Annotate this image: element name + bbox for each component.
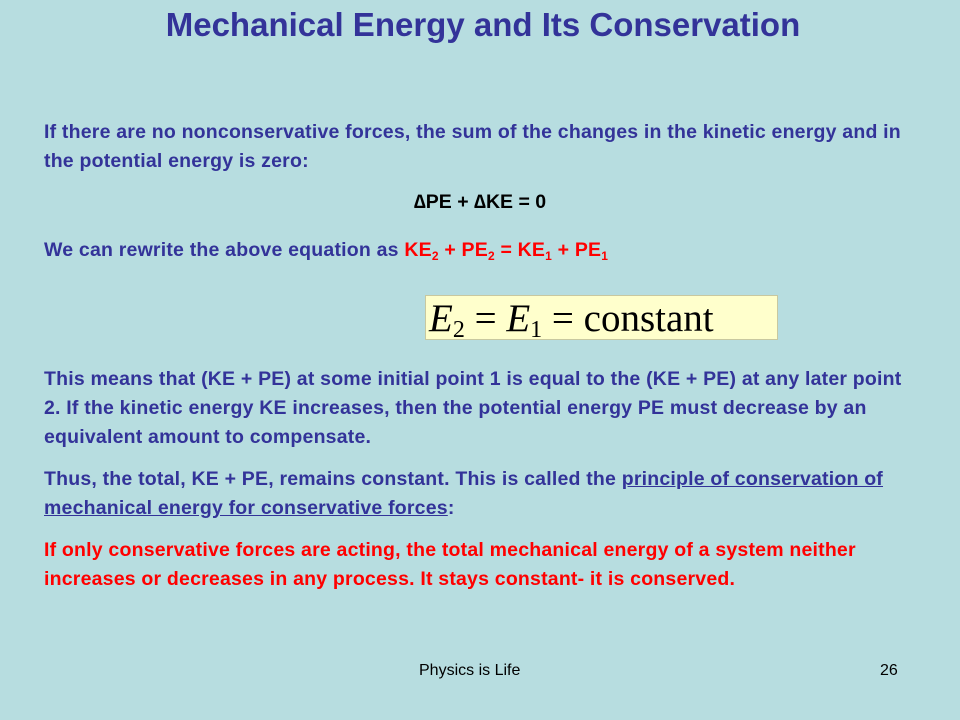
- energy-constant-formula: [425, 295, 778, 340]
- formula-constant: = constant: [542, 297, 714, 340]
- delta-symbol: ∆: [474, 191, 486, 213]
- conclusion-paragraph: If only conservative forces are acting, the total mechanical energy of a system neither increases or decreases in any process. It stays constant- it is conserved.: [44, 539, 856, 590]
- subscript: 2: [487, 249, 495, 263]
- delta-equation: [0, 191, 960, 214]
- rewrite-line: [44, 236, 904, 265]
- pe-label: + PE: [438, 239, 488, 261]
- subscript: 1: [545, 249, 553, 263]
- pe-term: PE +: [425, 191, 475, 213]
- principle-name: principle of conservation of mechanical energy for conservative forces: [44, 468, 884, 519]
- thus-suffix: :: [447, 497, 455, 519]
- ke-term: KE = 0: [485, 191, 547, 213]
- rewrite-prefix: We can rewrite the above equation as: [44, 239, 405, 261]
- formula-e: E: [429, 297, 453, 340]
- thus-prefix: Thus, the total, KE + PE, remains constant. This is called the: [44, 468, 622, 490]
- formula-equals: =: [464, 297, 507, 340]
- meaning-paragraph: This means that (KE + PE) at some initial point 1 is equal to the (KE + PE) at any later point 2. If the kinetic energy KE increases, then the potential energy PE must decrease by an equivalent amount to compensate.: [44, 368, 902, 448]
- pe-label: + PE: [552, 239, 602, 261]
- subscript: 2: [431, 249, 439, 263]
- slide-title: Mechanical Energy and Its Conservation: [165, 6, 801, 43]
- subscript: 1: [601, 249, 609, 263]
- energy-equation: [404, 239, 608, 261]
- page-number: 26: [880, 662, 898, 679]
- formula-subscript: 1: [530, 317, 543, 340]
- intro-paragraph: If there are no nonconservative forces, the sum of the changes in the kinetic energy and in the potential energy is zero:: [44, 121, 901, 172]
- ke-label: = KE: [494, 239, 546, 261]
- formula-subscript: 2: [452, 317, 465, 340]
- formula-e: E: [506, 297, 531, 340]
- delta-symbol: ∆: [413, 191, 426, 213]
- ke-label: KE: [404, 239, 432, 261]
- footer-text: Physics is Life: [419, 662, 521, 679]
- thus-paragraph: [44, 465, 904, 523]
